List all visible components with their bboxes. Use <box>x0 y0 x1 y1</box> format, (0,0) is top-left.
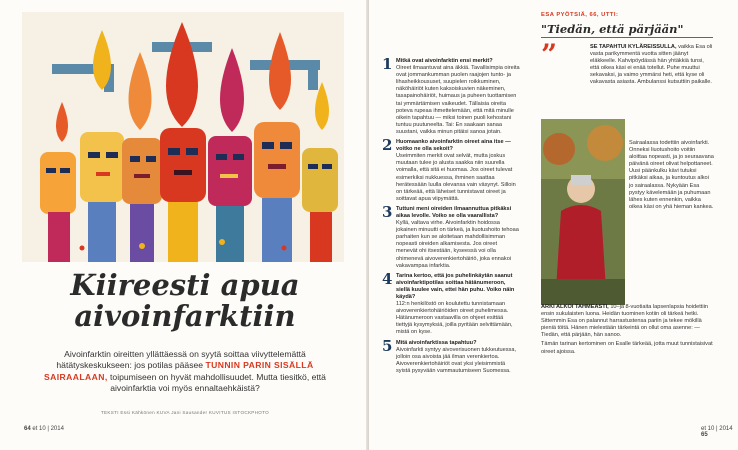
story-section-2 <box>541 304 714 356</box>
story-column-2: Sairaalassa todettiin aivoinfarkti. Onneksi liuotushoito voitiin aloittaa nopeasti, ja jo seuraavana päivänä oireet olivat helpottaneet. Uusi päänkulku kävi tutuksi pitkäksi aikaa, ja kuntoutus alkoi jo sairaalassa. Nykyään Esa pystyy kävelemään ja puhumaan lähes kuten ennenkin, vaikka oikea käsi on yhä hieman kankea. <box>629 140 714 210</box>
headline-line-1: Kiireesti apua <box>70 268 300 302</box>
question-title: Huomaanko aivoinfarktin oireet aina itse — voitko ne olla sekoit? <box>396 139 511 153</box>
story-intro <box>590 44 714 87</box>
headline-line-2: aivoinfarktiin <box>74 299 296 333</box>
question-answer: Kyllä, valtava virhe. Aivoinfarktin hoidossa jokainen minuutti on tärkeä, ja liuotushoito tehoaa parhaiten kun se aloitetaan mahdollisimman nopeasti oireiden alkamisesta. Jos oireet menevät ohi itsestään, kyseessä voi olla ohimenevä aivoverenkiertohäiriö, joka ennakoi vakavampaa infarktia. <box>396 220 519 269</box>
section2-text: 10–ja 8-vuotiaita lapsenlapsia hoidettiin ensin sukulaisten luona. Heidän tuominen kotiin oli tärkeä hetki. Sittemmin Esa on palannut harrastustensa pariin ja tekee mökillä pieniä töitä. Hänen mielestään tärkeintä on ollut oma asenne: — Tiedän, että pärjään, hän sanoo. <box>541 304 708 339</box>
question-title: Mitkä ovat aivoinfarktin ensi merkit? <box>396 58 493 64</box>
folio-left <box>24 426 64 432</box>
page-number-right: 65 <box>701 432 708 438</box>
article-credits: TEKSTI Essi Kähkönen KUVA Jani Sausander KUVITUS ISTOCKPHOTO <box>100 410 270 415</box>
quote-mark-icon: ” <box>541 38 558 71</box>
question-answer: 112:n henkilöstö on koulutettu tunnistamaan aivoverenkiertohäiriöiden oireet puhelimessa. Hätänumeroon vastaavilla on ohjeet esittää tiettyjä kysymyksiä, joilla pyritään selvittämään, mistä on kyse. <box>396 301 513 336</box>
question-number: 1 <box>382 55 393 73</box>
question-block <box>382 55 520 136</box>
question-block <box>382 336 520 375</box>
portrait-photo <box>541 119 625 305</box>
lead-text-end: toipumiseen on hyvät mahdollisuudet. Mutta tiesitkö, että aivoinfarktia voi myös ennaltaehkäistä? <box>110 371 326 393</box>
section2-ending: Tämän tarinan kertominen on Esalle tärkeää, jotta muut tunnistaisivat oireet ajoissa. <box>541 341 713 355</box>
question-number: 5 <box>382 336 393 355</box>
story-title: "Tiedän, että pärjään" <box>541 22 684 36</box>
question-answer: Aivoinfarkti syntyy aivoverisuonen tukkeutuessa, jolloin osa aivoista jää ilman verenkiertoa. Aivoverenkiertohäiriöt ovat yksi yleisimmistä syistä pysyvään vammautumiseen Suomessa. <box>396 346 517 374</box>
question-answer: Useimmiten merkit ovat selvät, mutta joskus muutaan tulee jo alusta saakka niin suurella voimalla, että sitä ei huomaa. Jos oireet tulevat esimerkiksi nukkuessa, ihminen saattaa herätessään luulla olevansa vain väsynyt. Silloin on tärkeää, että läheiset tunnistavat oireet ja soittavat apua viipymättä. <box>396 153 516 202</box>
question-block <box>382 202 520 270</box>
article-headline <box>40 270 330 332</box>
heads-illustration <box>22 12 344 262</box>
question-block <box>382 269 520 337</box>
question-answer: Oireet ilmaantuvat aina äkkiä. Tavallisimpia oireita ovat jommankumman puolen raajojen tunto- ja lihasheikkoususet, suupielen roikkuminen, näköhäiriöt kuten kaksoiskuvien näkeminen, tasapainohäiriöt, huimaus ja puheen tuottamisen tai ymmärtämisen vaikeudet. Tällaisia oireita poteva rupeaa ihmettelemään, että mitä minulle oikein tapahtuu — miksi toinen puoli kehostani tuntuu puutuneelta. Tai: En saakaan sanaa suustani, vaikka minun pitäisi sanoa jotain. <box>396 65 520 135</box>
title-rule <box>541 37 713 38</box>
folio-right <box>701 426 738 438</box>
question-title: Mitä aivoinfarktissa tapahtuu? <box>396 339 477 346</box>
section2-caption: ARKI ALKOI TAHMEASTI, <box>541 304 609 310</box>
story-kicker: ESA PYÖTSIÄ, 66, UTTI: <box>541 12 619 18</box>
question-number: 2 <box>382 136 393 155</box>
question-title: Tuttuni meni oireiden ilmaannuttua pitkäksi aikaa levolle. Voiko se olla vaarallista? <box>396 205 512 219</box>
question-number: 3 <box>382 202 393 221</box>
page-number-left: 64 <box>24 426 31 432</box>
question-block <box>382 136 520 203</box>
magazine-issue-right: et 10 | 2014 <box>701 426 733 432</box>
lead-text-start: Aivoinfarktin oireitten yllättäessä on syytä soittaa viivyttelemättä hätätyskeskukseen: jos potilas pääsee <box>56 349 306 371</box>
question-number: 4 <box>382 269 393 288</box>
article-lead <box>30 349 340 394</box>
lead-highlight: TUNNIN PARIN SISÄLLÄ SAIRAALAAN, <box>44 360 314 382</box>
story-text-1: vaikka Esa oli vasta parikymmentä vuotta sitten jäänyt eläkkeelle. Kahvipöydässä hän yhtäkkiä tunsi, että oikea käsi ei enää totellut. Puhe muuttui sekavaksi, ja vaimo ymmärsi heti, että kyse oli vakavasta asiasta. Ambulanssi kutsuttiin paikalle. <box>590 44 713 86</box>
magazine-issue-left: et 10 | 2014 <box>32 426 64 432</box>
story-caption: SE TAPAHTUI KYLÄREISSULLA, <box>590 44 677 50</box>
qa-column <box>382 55 520 378</box>
question-title: Tarina kertoo, että jos puhelinkäytän saanut aivoinfarktipotilas soittaa hätänumeroon, siellä kuulee vain, ettei hän puhu. Voiko näin käydä? <box>396 272 515 300</box>
